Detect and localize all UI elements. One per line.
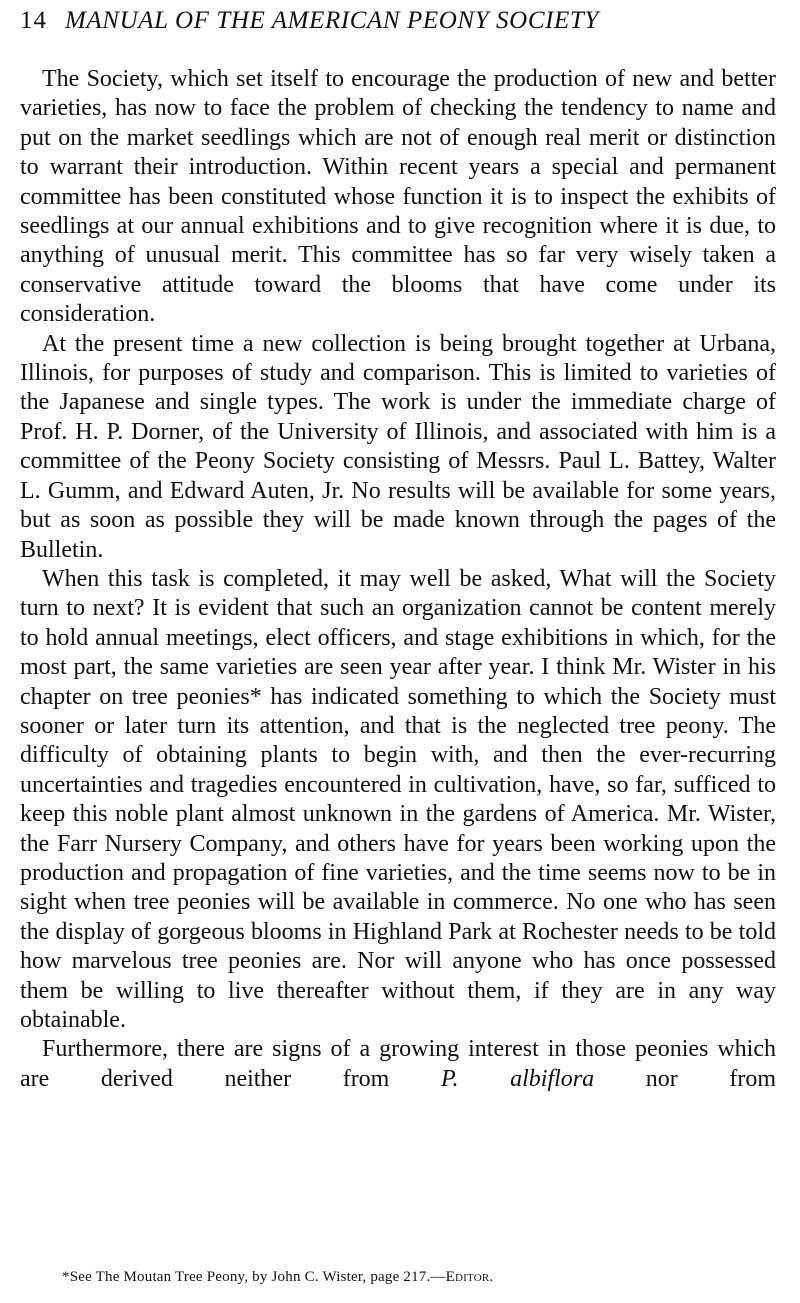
paragraph-seedlings-committee: The Society, which set itself to encourage the production of new and better varieties, has now to face the problem of checking the tendency to name and put on the market seedlings which are not of enough real merit or distinction to warrant their introduction. Within recent years a special and permanent committee has been constituted whose function it is to inspect the exhibits of seedlings at our annual exhibitions and to give recognition where it is due, to anything of unusual merit. This committee has so far very wisely taken a conservative attitude toward the blooms that have come under its consideration. <box>20 66 776 328</box>
paragraph-text-after: nor from <box>594 1065 777 1092</box>
page-number: 14 <box>20 7 47 34</box>
footnote <box>62 1268 493 1286</box>
paragraph-other-peonies <box>20 1035 776 1094</box>
paragraph-tree-peony: When this task is completed, it may well be asked, What will the Society turn to next? It is evident that such an organization cannot be content merely to hold annual meetings, elect officers, and stage exhibitions in which, for the most part, the same varieties are seen year after year. I think Mr. Wister in his chapter on tree peonies* has indicated something to which the Society must sooner or later turn its attention, and that is the neglected tree peony. The difficulty of obtaining plants to begin with, and then the ever-recurring uncertainties and tragedies encountered in cultivation, have, so far, sufficed to keep this noble plant almost unknown in the gardens of America. Mr. Wister, the Farr Nursery Company, and others have for years been working upon the production and propagation of fine varieties, and the time seems now to be in sight when tree peonies will be available in commerce. No one who has seen the display of gorgeous blooms in Highland Park at Rochester needs to be told how marvelous tree peonies are. Nor will anyone who has once possessed them be willing to live thereafter without them, if they are in any way obtainable. <box>20 565 776 1033</box>
paragraph-urbana-collection: At the present time a new collection is being brought together at Urbana, Illinois, for purposes of study and comparison. This is limited to varieties of the Japanese and single types. The work is under the immediate charge of Prof. H. P. Dorner, of the University of Illinois, and associated with him is a committee of the Peony Society consisting of Messrs. Paul L. Battey, Walter L. Gumm, and Edward Auten, Jr. No results will be available for some years, but as soon as possible they will be made known through the pages of the Bulletin. <box>20 330 776 563</box>
document-page <box>20 0 776 1303</box>
running-title: MANUAL OF THE AMERICAN PEONY SOCIETY <box>65 7 599 34</box>
running-head <box>20 6 776 36</box>
footnote-text: *See The Moutan Tree Peony, by John C. Wister, page 217.— <box>62 1269 446 1285</box>
footnote-editor: Editor. <box>445 1269 494 1285</box>
paragraph-text-before: Furthermore, there are signs of a growing interest in those peonies which are derived neither from <box>20 1036 776 1092</box>
body-text <box>20 65 776 1094</box>
species-name: P. albiflora <box>440 1065 595 1092</box>
